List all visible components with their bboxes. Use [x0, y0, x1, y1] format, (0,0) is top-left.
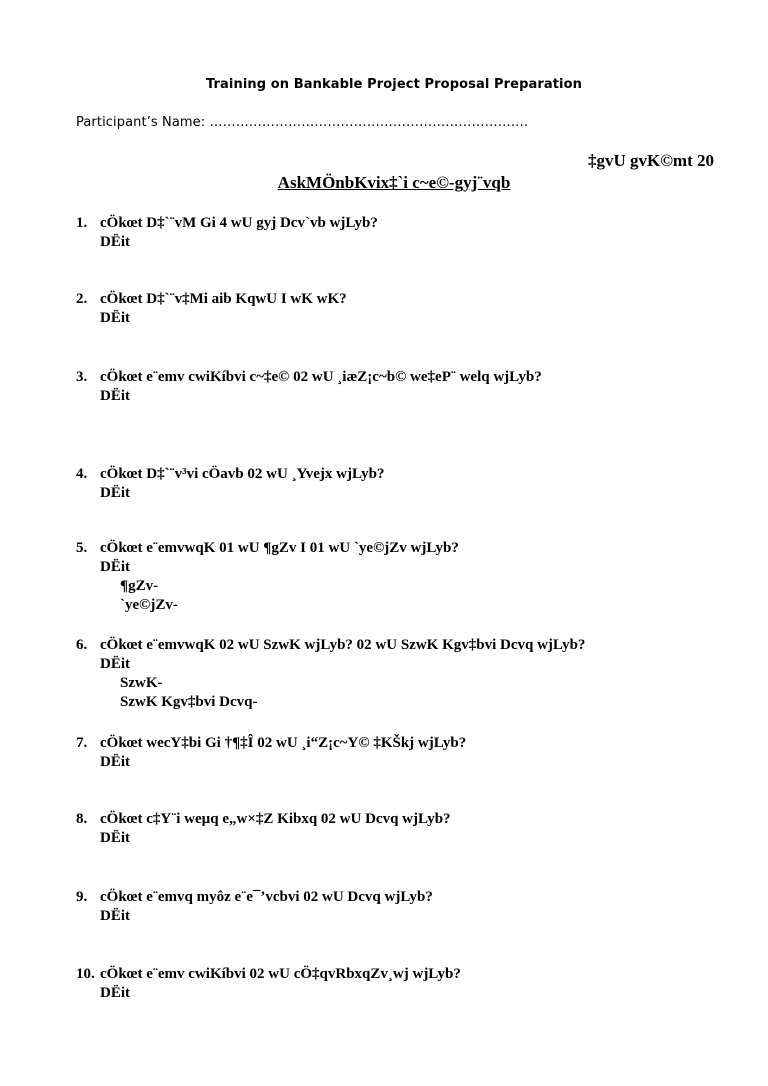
question-7	[76, 734, 466, 772]
question-9	[76, 888, 433, 926]
answer-label: DËit	[100, 656, 130, 672]
question-text: cÖkœt e¨emv cwiKíbvi c~‡e© 02 wU ¸iæZ¡c~b© we‡eP¨ welq wjLyb?	[100, 369, 542, 385]
question-1	[76, 214, 378, 252]
answer-label: DËit	[100, 985, 130, 1001]
question-text: cÖkœt e¨emvwqK 01 wU ¶gZv I 01 wU `ye©jZv wjLyb?	[100, 540, 459, 556]
question-text: cÖkœt wecY‡bi Gi †¶‡Î 02 wU ¸i“Z¡c~Y© ‡KŠkj wjLyb?	[100, 735, 467, 751]
answer-label: DËit	[100, 908, 130, 924]
question-8	[76, 810, 451, 848]
question-number: 6.	[76, 637, 88, 653]
question-text: cÖkœt e¨emvq myôz e¨e¯’vcbvi 02 wU Dcvq wjLyb?	[100, 889, 433, 905]
answer-item: SzwK-	[120, 675, 163, 691]
answer-label: DËit	[100, 830, 130, 846]
question-4	[76, 465, 384, 503]
answer-label: DËit	[100, 388, 130, 404]
answer-item: SzwK Kgv‡bvi Dcvq-	[120, 694, 258, 710]
answer-label: DËit	[100, 559, 130, 575]
answer-item: ¶gZv-	[120, 578, 159, 594]
question-number: 4.	[76, 466, 88, 482]
answer-item: `ye©jZv-	[120, 597, 178, 613]
answer-label: DËit	[100, 485, 130, 501]
question-text: cÖkœt c‡Y¨i weµq e„w×‡Z Kibxq 02 wU Dcvq wjLyb?	[100, 811, 451, 827]
question-number: 7.	[76, 735, 88, 751]
question-10	[76, 965, 461, 1003]
question-number: 3.	[76, 369, 88, 385]
question-2	[76, 290, 347, 328]
question-number: 10.	[76, 966, 95, 982]
question-text: cÖkœt D‡`¨v³vi cÖavb 02 wU ¸Yvejx wjLyb?	[100, 466, 385, 482]
question-text: cÖkœt D‡`¨v‡Mi aib KqwU I wK wK?	[100, 291, 347, 307]
participant-name-line: Participant’s Name: ……………………………………………………………….	[76, 115, 529, 130]
question-3	[76, 368, 542, 406]
assessment-subtitle: AskMÖnbKvix‡`i c~e©-gyj¨vqb	[277, 173, 511, 192]
question-text: cÖkœt e¨emv cwiKíbvi 02 wU cÖ‡qvRbxqZv¸wj wjLyb?	[100, 966, 461, 982]
answer-label: DËit	[100, 234, 130, 250]
question-number: 9.	[76, 889, 88, 905]
question-number: 1.	[76, 215, 88, 231]
question-text: cÖkœt D‡`¨vM Gi 4 wU gyj Dcv`vb wjLyb?	[100, 215, 378, 231]
question-number: 5.	[76, 540, 88, 556]
document-title: Training on Bankable Project Proposal Preparation	[205, 77, 582, 92]
answer-label: DËit	[100, 754, 130, 770]
question-5	[76, 539, 459, 615]
total-marks: ‡gvU gvK©mt 20	[587, 151, 714, 170]
answer-label: DËit	[100, 310, 130, 326]
question-text: cÖkœt e¨emvwqK 02 wU SzwK wjLyb? 02 wU SzwK Kgv‡bvi Dcvq wjLyb?	[100, 637, 586, 653]
question-number: 2.	[76, 291, 88, 307]
question-6	[76, 636, 585, 712]
question-number: 8.	[76, 811, 88, 827]
